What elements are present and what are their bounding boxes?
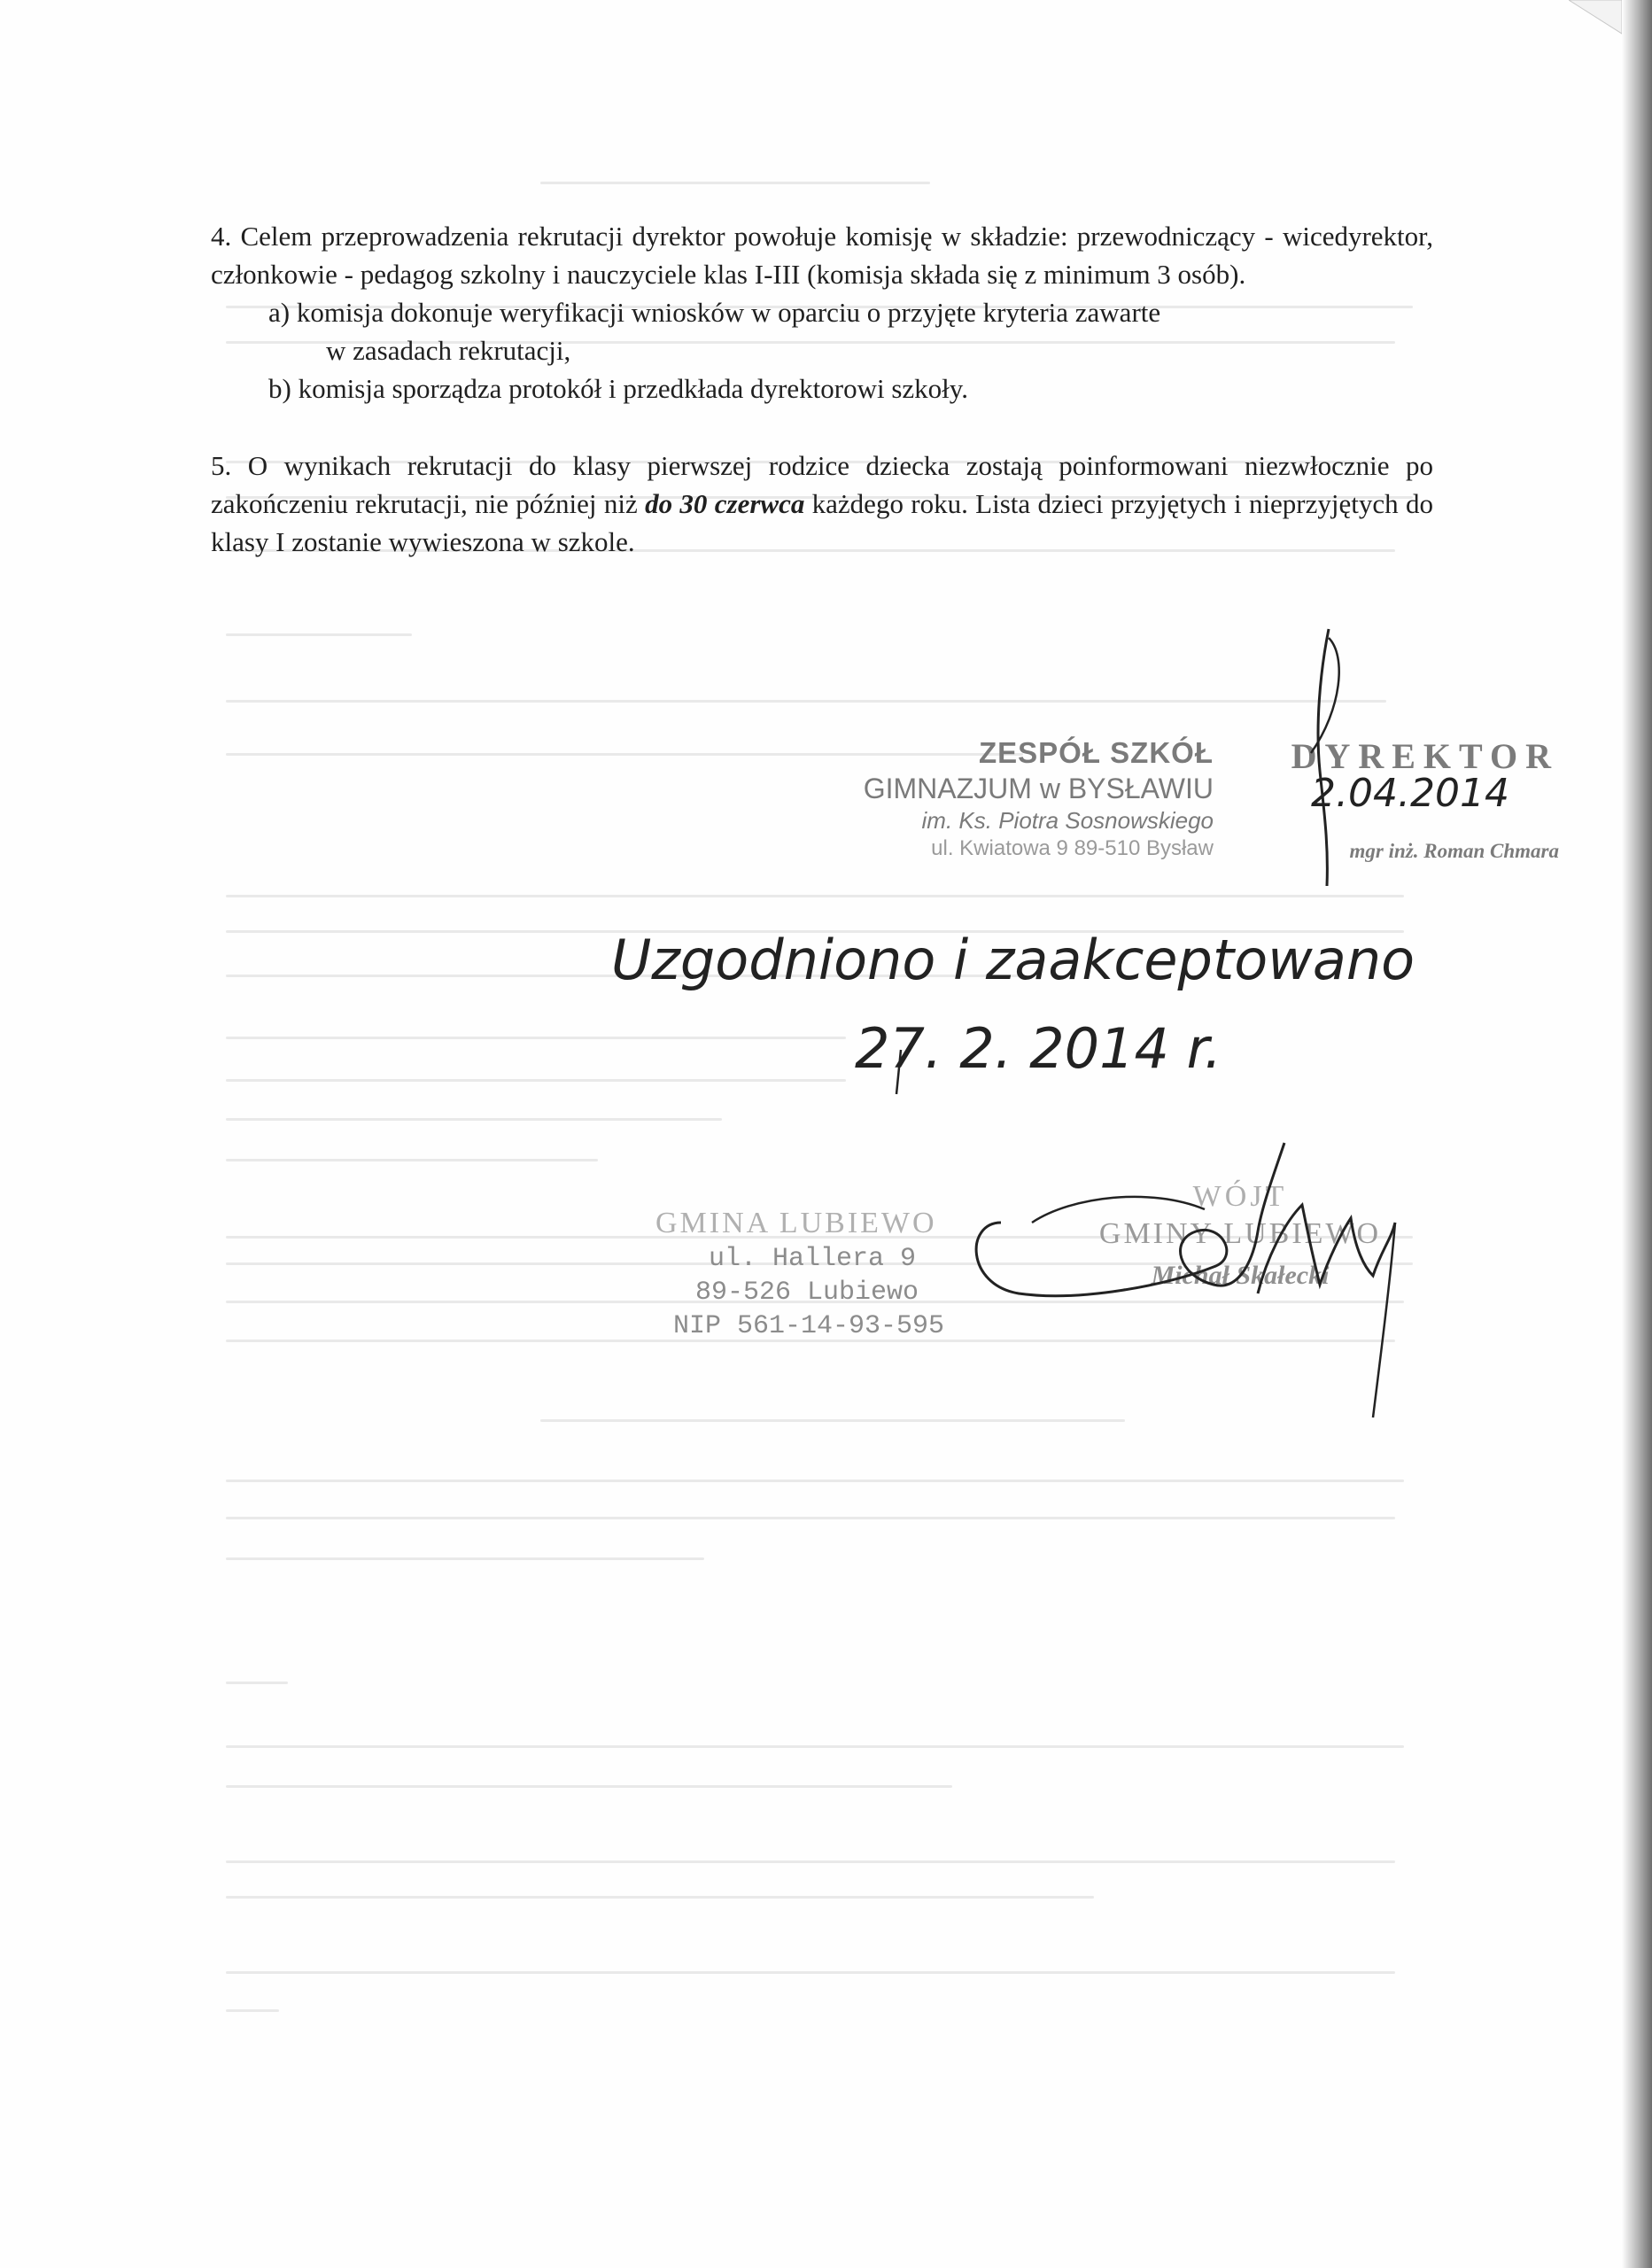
list-item-a-continuation: w zasadach rekrutacji, <box>326 335 571 366</box>
mayor-stamp-title: WÓJT <box>1192 1180 1288 1213</box>
list-item-b: b) komisja sporządza protokół i przedkłada dyrektorowi szkoły. <box>268 373 968 404</box>
approval-date: 27. 2. 2014 r. <box>855 1016 1222 1081</box>
paragraph-4: 4. Celem przeprowadzenia rekrutacji dyrektor powołuje komisję w składzie: przewodniczący - wicedyrektor, członkowie - pedagog szkolny i nauczyciele klas I-III (komisja składa się z minimum 3 osób). <box>211 221 1433 290</box>
municipality-stamp-name: GMINA LUBIEWO <box>655 1207 937 1239</box>
deadline-date: do 30 czerwca <box>645 488 805 519</box>
mayor-stamp-office: GMINY LUBIEWO <box>1098 1217 1382 1250</box>
school-stamp-patron: im. Ks. Piotra Sosnowskiego <box>921 807 1214 834</box>
director-stamp-name: mgr inż. Roman Chmara <box>1349 840 1559 862</box>
approval-note <box>611 917 1444 1094</box>
director-initials-date: 2.04.2014 <box>1311 771 1509 816</box>
school-stamp-address: ul. Kwiatowa 9 89-510 Bysław <box>931 836 1214 860</box>
school-stamp-gymnasium: GIMNAZJUM w BYSŁAWIU <box>863 773 1214 804</box>
school-stamp-name: ZESPÓŁ SZKÓŁ <box>978 736 1214 769</box>
director-signature <box>1293 620 1541 904</box>
mayor-stamp-name: Michał Skałecki <box>1151 1261 1330 1290</box>
mayor-signature <box>948 1134 1426 1426</box>
municipality-stamp-postcode: 89-526 Lubiewo <box>695 1278 919 1308</box>
director-stamp-title: DYREKTOR <box>1291 736 1559 776</box>
approval-text: Uzgodniono i zaakceptowano <box>611 928 1415 992</box>
municipality-stamp-nip: NIP 561-14-93-595 <box>673 1311 945 1341</box>
paragraph-5 <box>211 447 1433 561</box>
document-body <box>211 217 1433 561</box>
paragraph-5-text: 5. O wynikach rekrutacji do klasy pierwszej rodzice dziecka zostają poinformowani niezwłocznie po zakończeniu rekrutacji, nie później niż <box>211 450 1433 519</box>
page-corner <box>1569 0 1622 35</box>
school-stamp <box>833 735 1214 863</box>
municipality-stamp-street: ul. Hallera 9 <box>709 1244 917 1274</box>
page-edge-shadow <box>1622 0 1652 2268</box>
list-item-a: a) komisja dokonuje weryfikacji wniosków w oparciu o przyjęte kryteria zawarte <box>268 297 1161 328</box>
paragraph-5-text-end: każdego roku. Lista dzieci przyjętych i nieprzyjętych do klasy I zostanie wywieszona w szkole. <box>211 488 1433 557</box>
